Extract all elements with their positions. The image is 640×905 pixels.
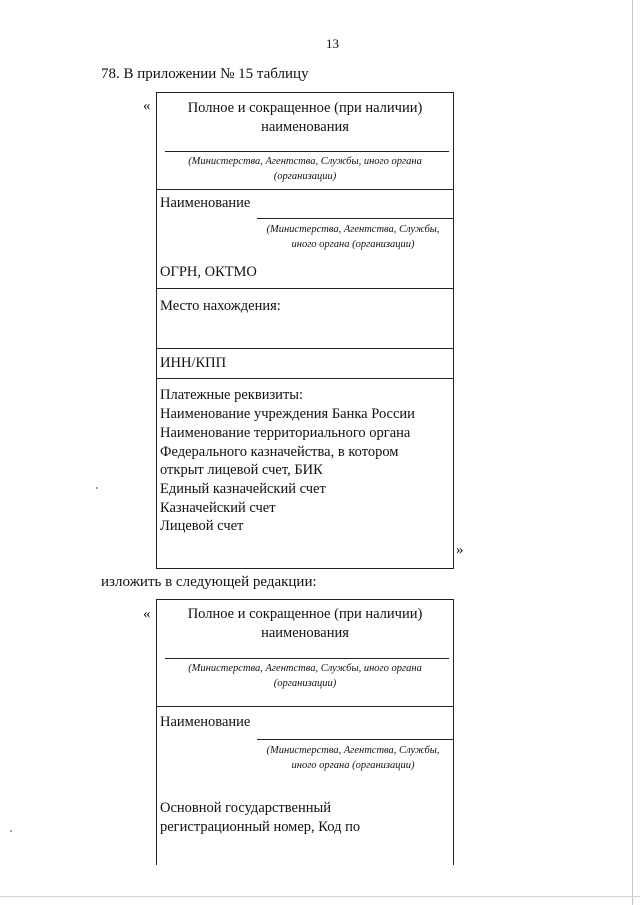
open-quote: «: [143, 606, 151, 622]
fill-in-line: [257, 218, 453, 219]
name-label: Наименование: [160, 714, 251, 730]
payment-line: Единый казначейский счет: [160, 481, 326, 497]
header-cell: [157, 93, 453, 189]
payment-cell: [157, 378, 453, 568]
header-line: наименования: [261, 625, 349, 641]
close-quote: »: [456, 542, 464, 558]
payment-line: Казначейский счет: [160, 500, 276, 516]
ogrn-label: ОГРН, ОКТМО: [160, 264, 257, 280]
name-cell: [157, 706, 453, 865]
location-cell: [157, 288, 453, 348]
header-hint: (организации): [273, 171, 337, 182]
payment-line: Лицевой счет: [160, 518, 244, 534]
page-number: 13: [326, 36, 339, 51]
fill-in-line: [165, 658, 449, 659]
fill-in-line: [257, 739, 453, 740]
table-new-version: [156, 599, 454, 865]
scan-speck: [96, 487, 98, 489]
header-line: наименования: [261, 119, 349, 135]
payment-line: Федерального казначейства, в котором: [160, 444, 399, 460]
header-line: Полное и сокращенное (при наличии): [187, 606, 423, 622]
header-hint: (Министерства, Агентства, Службы, иного органа: [188, 156, 422, 167]
header-line: Полное и сокращенное (при наличии): [187, 100, 423, 116]
header-hint: (Министерства, Агентства, Службы, иного органа: [188, 663, 422, 674]
ogrn-label: регистрационный номер, Код по: [160, 819, 361, 835]
page-edge-right: [632, 0, 633, 905]
name-hint: (Министерства, Агентства, Службы,: [266, 224, 440, 235]
ogrn-label: Основной государственный: [160, 800, 331, 816]
payment-line: Платежные реквизиты:: [160, 387, 304, 403]
name-hint: (Министерства, Агентства, Службы,: [266, 745, 440, 756]
inn-label: ИНН/КПП: [160, 355, 227, 371]
payment-line: Наименование территориального органа: [160, 425, 411, 441]
name-hint: иного органа (организации): [291, 239, 415, 250]
table-current-version: [156, 92, 454, 569]
scan-speck: [10, 830, 12, 832]
open-quote: «: [143, 98, 151, 114]
payment-line: открыт лицевой счет, БИК: [160, 462, 323, 478]
header-hint: (организации): [273, 678, 337, 689]
location-label: Место нахождения:: [160, 298, 281, 314]
payment-line: Наименование учреждения Банка России: [160, 406, 415, 422]
inn-cell: [157, 348, 453, 378]
paragraph-heading: 78. В приложении № 15 таблицу: [101, 66, 309, 82]
instruction-text: изложить в следующей редакции:: [101, 574, 317, 590]
header-cell: [157, 600, 453, 706]
name-cell: [157, 189, 453, 288]
fill-in-line: [165, 151, 449, 152]
page-edge-bottom: [0, 896, 640, 897]
name-hint: иного органа (организации): [291, 760, 415, 771]
name-label: Наименование: [160, 195, 251, 211]
